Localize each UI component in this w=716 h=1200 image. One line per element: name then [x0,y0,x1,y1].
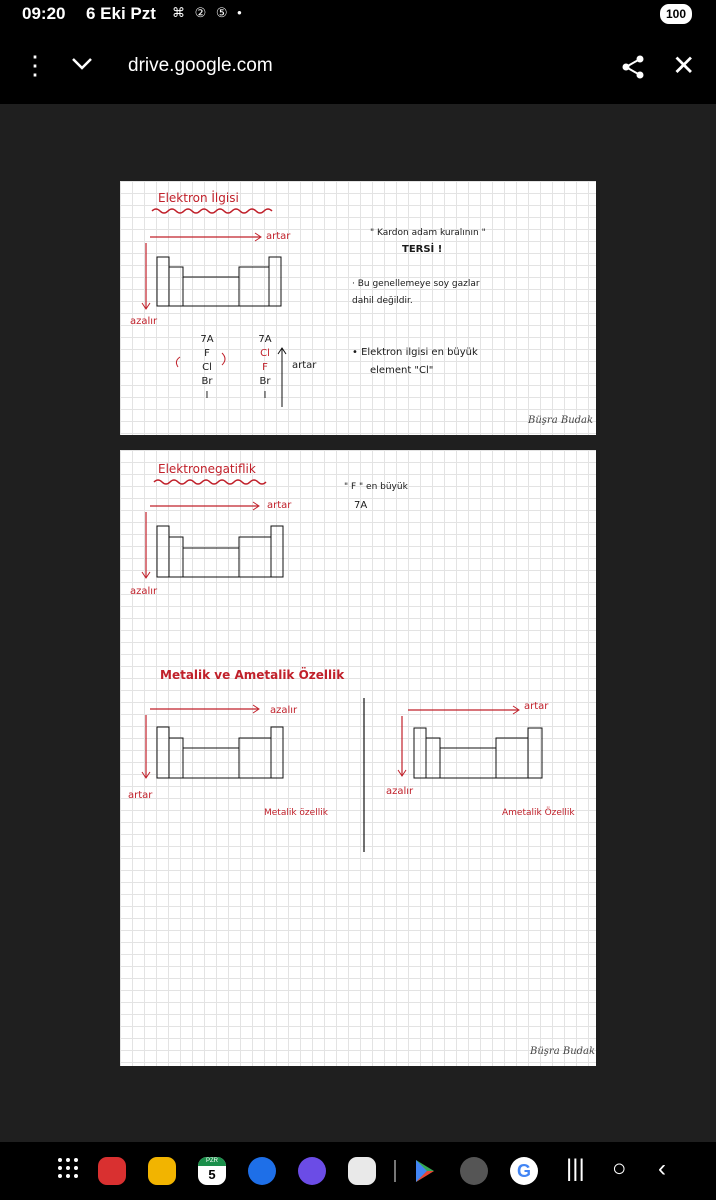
play-store-icon[interactable] [410,1157,438,1185]
notes-app-icon[interactable] [98,1157,126,1185]
status-date: 6 Eki Pzt [86,4,156,23]
page1-arrow-down-label: azalır [130,316,158,327]
page2-note: " F " en büyük [344,482,408,492]
browser-toolbar [0,28,716,104]
page1-vertical-label: artar [292,360,317,371]
battery-icon: 100 [660,4,692,24]
ametal-right-label: artar [524,701,549,712]
home-icon[interactable]: ○ [612,1155,627,1182]
settings-app-icon[interactable] [460,1157,488,1185]
browser-app-icon[interactable] [298,1157,326,1185]
group-item: F [262,362,268,373]
group-item: 7A [258,334,272,345]
metal-right-label: azalır [270,705,298,716]
navigation-bar [0,1142,716,1200]
group-item: F [204,348,210,359]
calendar-day: 5 [208,1167,216,1182]
more-options-icon[interactable]: ⋮ [22,50,48,80]
files-app-icon[interactable] [148,1157,176,1185]
page1-quote: " Kardon adam kuralının " [370,228,486,238]
section2-title: Metalik ve Ametalik Özellik [160,668,345,682]
page1-note1b: dahil değildir. [352,296,413,306]
group-item: Br [259,376,271,387]
metal-down-label: artar [128,790,153,801]
page1-arrow-right-label: artar [266,231,291,242]
page1-title: Elektron İlgisi [158,191,239,205]
document-page-2 [120,450,596,1066]
group-item: I [205,390,209,401]
calendar-month-label: PZR [198,1157,226,1166]
group-list-left [196,334,218,404]
status-bar [0,0,716,28]
page1-diagram [120,181,596,435]
group-item: Cl [202,362,212,373]
recents-icon[interactable]: ||| [566,1155,585,1182]
group-item: I [263,390,267,401]
camera-app-icon[interactable] [348,1157,376,1185]
dock-divider [394,1160,396,1182]
ametal-down-label: azalır [386,786,414,797]
messages-app-icon[interactable] [248,1157,276,1185]
calendar-app-icon[interactable] [198,1157,226,1185]
page1-note1: · Bu genellemeye soy gazlar [352,279,480,289]
group-item: Br [201,376,213,387]
share-icon[interactable] [620,54,646,85]
metal-caption: Metalik özellik [264,808,328,818]
group-item: 7A [200,334,214,345]
page2-diagram [120,450,596,1066]
ametal-caption: Ametalik Özellik [502,808,575,818]
document-page-1 [120,181,596,435]
group-list-right [254,334,276,404]
page1-note2b: element "Cl" [370,365,434,376]
chevron-down-icon[interactable] [70,52,94,81]
page2-signature: Büşra Budak [530,1046,596,1057]
group-item: Cl [260,348,270,359]
notification-icons: ⌘ ② ⑤ • [172,5,245,20]
close-icon[interactable]: ✕ [672,50,696,81]
back-icon[interactable]: ‹ [658,1155,666,1182]
app-drawer-icon[interactable] [56,1156,80,1185]
page2-title: Elektronegatiflik [158,462,256,476]
google-app-icon[interactable]: G [510,1157,538,1185]
url-text[interactable]: drive.google.com [128,55,273,76]
page1-note2: • Elektron ilgisi en büyük [352,347,478,358]
page2-arrow-right-label: artar [267,500,292,511]
page1-quote2: TERSİ ! [402,244,443,255]
page1-signature: Büşra Budak [528,415,594,426]
status-time: 09:20 [22,4,66,23]
page2-note-b: 7A [354,500,368,511]
page2-arrow-down-label: azalır [130,586,158,597]
